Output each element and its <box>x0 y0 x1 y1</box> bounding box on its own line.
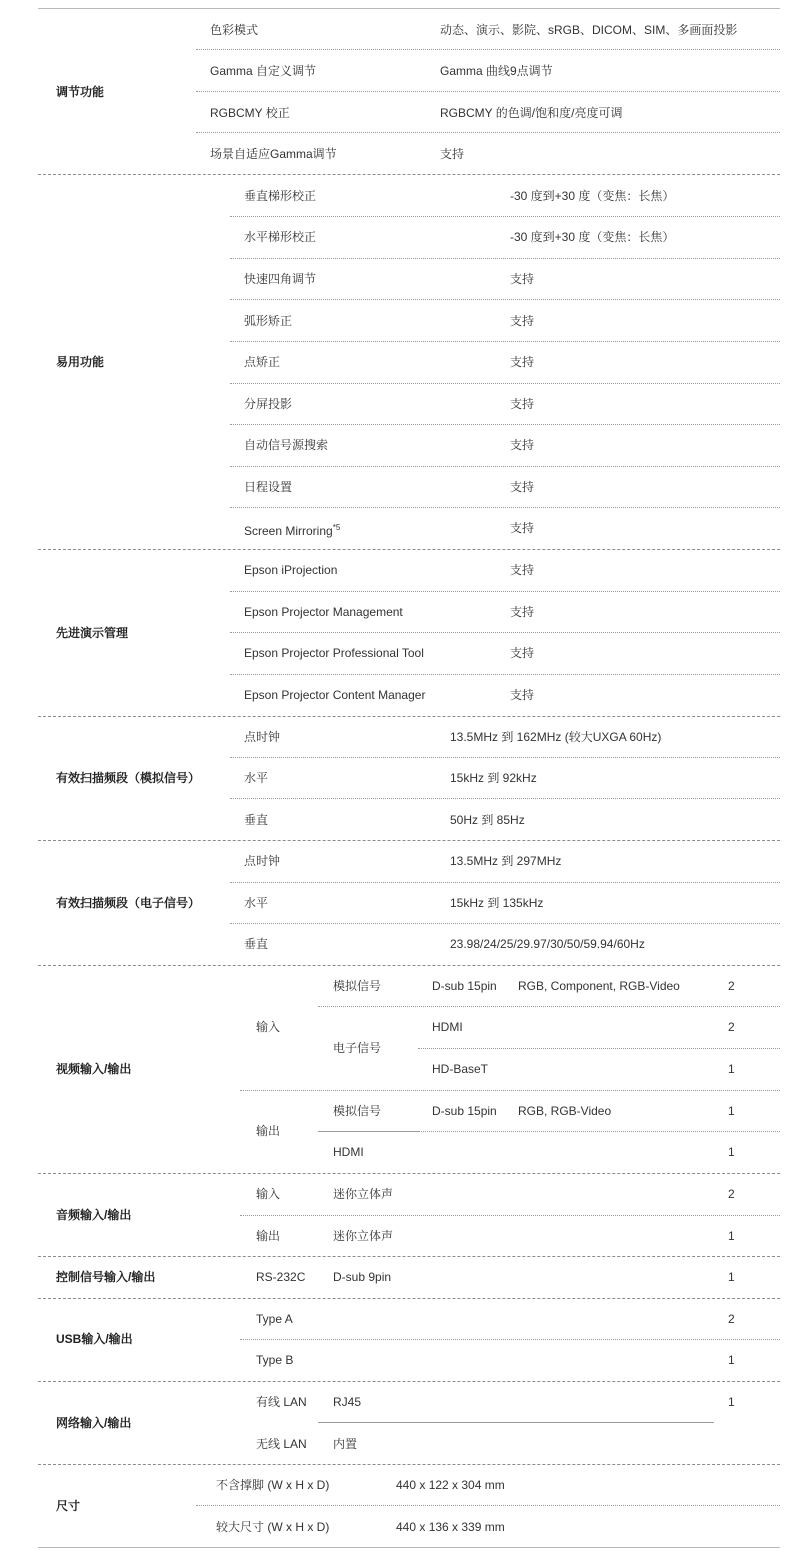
row-divider <box>318 1422 714 1423</box>
spec-value: 支持 <box>510 272 535 286</box>
network-wireless-port: 内置 <box>333 1437 358 1451</box>
spec-label: Gamma 自定义调节 <box>210 64 317 78</box>
spec-label: 垂直梯形校正 <box>244 189 317 203</box>
spec-label: Epson Projector Professional Tool <box>244 646 424 660</box>
spec-value: 23.98/24/25/29.97/30/50/59.94/60Hz <box>450 937 645 951</box>
spec-label: Epson Projector Management <box>244 605 403 619</box>
network-wired: 有线 LAN <box>256 1395 307 1409</box>
spec-label: 水平 <box>244 771 269 785</box>
video-in-analog-port: D-sub 15pin <box>432 979 497 993</box>
spec-value: -30 度到+30 度（变焦：长焦） <box>510 189 675 203</box>
spec-label: 点矫正 <box>244 355 281 369</box>
row-divider <box>196 91 780 92</box>
video-in-hdbaset-count: 1 <box>728 1062 735 1076</box>
spec-label: 自动信号源搜索 <box>244 438 329 452</box>
spec-value: 动态、演示、影院、sRGB、DICOM、SIM、多画面投影 <box>440 23 738 37</box>
section-divider <box>38 965 780 966</box>
usb-type-a: Type A <box>256 1312 293 1326</box>
row-divider <box>240 1339 780 1340</box>
spec-value: 支持 <box>510 314 535 328</box>
section-title-adjust: 调节功能 <box>56 85 105 99</box>
spec-value: 13.5MHz 到 297MHz <box>450 854 562 868</box>
spec-label: 色彩模式 <box>210 23 259 37</box>
spec-value: 支持 <box>510 355 535 369</box>
video-in-hdmi: HDMI <box>432 1020 463 1034</box>
spec-label: 较大尺寸 (W x H x D) <box>216 1520 330 1534</box>
section-title-control: 控制信号输入/输出 <box>56 1270 156 1284</box>
section-divider <box>38 1256 780 1257</box>
section-title-size: 尺寸 <box>56 1499 81 1513</box>
control-port: D-sub 9pin <box>333 1270 392 1284</box>
row-divider <box>230 258 780 259</box>
video-input-label: 输入 <box>256 1020 281 1034</box>
row-divider <box>230 341 780 342</box>
spec-label: 不含撑脚 (W x H x D) <box>216 1478 330 1492</box>
spec-value: RGBCMY 的色调/饱和度/亮度可调 <box>440 106 623 120</box>
row-divider <box>230 674 780 675</box>
usb-type-b-count: 1 <box>728 1353 735 1367</box>
video-out-analog-count: 1 <box>728 1104 735 1118</box>
spec-label: 垂直 <box>244 937 269 951</box>
row-divider <box>230 383 780 384</box>
spec-value: 支持 <box>510 605 535 619</box>
spec-label: 弧形矫正 <box>244 314 293 328</box>
video-in-hdmi-count: 2 <box>728 1020 735 1034</box>
row-divider <box>240 1215 780 1216</box>
spec-value: 50Hz 到 85Hz <box>450 813 525 827</box>
audio-output-type: 迷你立体声 <box>333 1229 394 1243</box>
section-divider <box>38 1173 780 1174</box>
spec-value: 15kHz 到 135kHz <box>450 896 544 910</box>
spec-value: 支持 <box>510 563 535 577</box>
spec-label: RGBCMY 校正 <box>210 106 290 120</box>
section-title-scan-analog: 有效扫描频段（模拟信号） <box>56 771 201 785</box>
row-divider <box>230 424 780 425</box>
spec-label: 水平梯形校正 <box>244 230 317 244</box>
usb-type-b: Type B <box>256 1353 294 1367</box>
spec-label: Screen Mirroring <box>244 524 333 538</box>
audio-input-count: 2 <box>728 1187 735 1201</box>
section-divider <box>38 840 780 841</box>
network-wireless: 无线 LAN <box>256 1437 307 1451</box>
audio-output-label: 输出 <box>256 1229 281 1243</box>
spec-value: 支持 <box>510 438 535 452</box>
video-in-analog-desc: RGB, Component, RGB-Video <box>518 979 680 993</box>
row-divider <box>418 1131 780 1132</box>
video-output-label: 输出 <box>256 1124 281 1138</box>
spec-label: 水平 <box>244 896 269 910</box>
control-count: 1 <box>728 1270 735 1284</box>
row-divider <box>240 1090 780 1091</box>
row-divider <box>230 591 780 592</box>
section-title-audio: 音频输入/输出 <box>56 1208 132 1222</box>
spec-label: 日程设置 <box>244 480 293 494</box>
section-divider <box>38 1298 780 1299</box>
spec-value: -30 度到+30 度（变焦：长焦） <box>510 230 675 244</box>
section-title-usb: USB输入/输出 <box>56 1332 133 1346</box>
spec-label: 场景自适应Gamma调节 <box>210 147 337 161</box>
audio-input-label: 输入 <box>256 1187 281 1201</box>
video-in-analog-count: 2 <box>728 979 735 993</box>
row-divider <box>230 882 780 883</box>
video-out-analog-port: D-sub 15pin <box>432 1104 497 1118</box>
spec-value: 支持 <box>510 646 535 660</box>
section-divider <box>38 549 780 550</box>
video-digital-label: 电子信号 <box>333 1041 382 1055</box>
spec-label-screen-mirroring <box>244 521 340 538</box>
spec-label: Epson Projector Content Manager <box>244 688 426 702</box>
row-divider <box>196 49 780 50</box>
spec-value: 440 x 122 x 304 mm <box>396 1478 505 1492</box>
spec-value: 13.5MHz 到 162MHz (较大UXGA 60Hz) <box>450 730 662 744</box>
footnote-mark: *5 <box>332 523 341 532</box>
row-divider <box>196 132 780 133</box>
spec-label: Epson iProjection <box>244 563 338 577</box>
row-divider <box>196 1505 780 1506</box>
spec-value: Gamma 曲线9点调节 <box>440 64 553 78</box>
section-divider <box>38 174 780 175</box>
row-divider <box>230 299 780 300</box>
spec-value: 支持 <box>510 521 535 535</box>
section-title-scan-digital: 有效扫描频段（电子信号） <box>56 896 201 910</box>
section-title-presentation: 先进演示管理 <box>56 626 129 640</box>
audio-input-type: 迷你立体声 <box>333 1187 394 1201</box>
control-label: RS-232C <box>256 1270 306 1284</box>
video-out-hdmi: HDMI <box>333 1145 364 1159</box>
spec-label: 分屏投影 <box>244 397 293 411</box>
usb-type-a-count: 2 <box>728 1312 735 1326</box>
spec-value: 支持 <box>510 480 535 494</box>
section-divider <box>38 716 780 717</box>
video-in-hdbaset: HD-BaseT <box>432 1062 489 1076</box>
section-divider <box>38 8 780 9</box>
row-divider <box>230 798 780 799</box>
spec-value: 支持 <box>510 688 535 702</box>
section-title-network: 网络输入/输出 <box>56 1416 132 1430</box>
row-divider <box>418 1048 780 1049</box>
row-divider <box>318 1006 780 1007</box>
row-divider <box>230 216 780 217</box>
video-analog-label: 模拟信号 <box>333 979 382 993</box>
row-divider <box>230 757 780 758</box>
row-divider <box>230 466 780 467</box>
row-divider <box>230 632 780 633</box>
video-out-analog-desc: RGB, RGB-Video <box>518 1104 612 1118</box>
network-wired-count: 1 <box>728 1395 735 1409</box>
section-divider <box>38 1464 780 1465</box>
spec-label: 点时钟 <box>244 730 281 744</box>
section-divider <box>38 1547 780 1548</box>
spec-label: 快速四角调节 <box>244 272 317 286</box>
section-title-video: 视频输入/输出 <box>56 1062 132 1076</box>
row-divider <box>230 507 780 508</box>
row-divider <box>230 923 780 924</box>
row-divider <box>318 1131 418 1132</box>
spec-value: 支持 <box>510 397 535 411</box>
video-out-hdmi-count: 1 <box>728 1145 735 1159</box>
network-wired-port: RJ45 <box>333 1395 362 1409</box>
audio-output-count: 1 <box>728 1229 735 1243</box>
spec-value: 15kHz 到 92kHz <box>450 771 537 785</box>
section-divider <box>38 1381 780 1382</box>
spec-label: 点时钟 <box>244 854 281 868</box>
spec-value: 支持 <box>440 147 465 161</box>
spec-label: 垂直 <box>244 813 269 827</box>
section-title-ease: 易用功能 <box>56 355 105 369</box>
spec-value: 440 x 136 x 339 mm <box>396 1520 505 1534</box>
video-analog-label: 模拟信号 <box>333 1104 382 1118</box>
